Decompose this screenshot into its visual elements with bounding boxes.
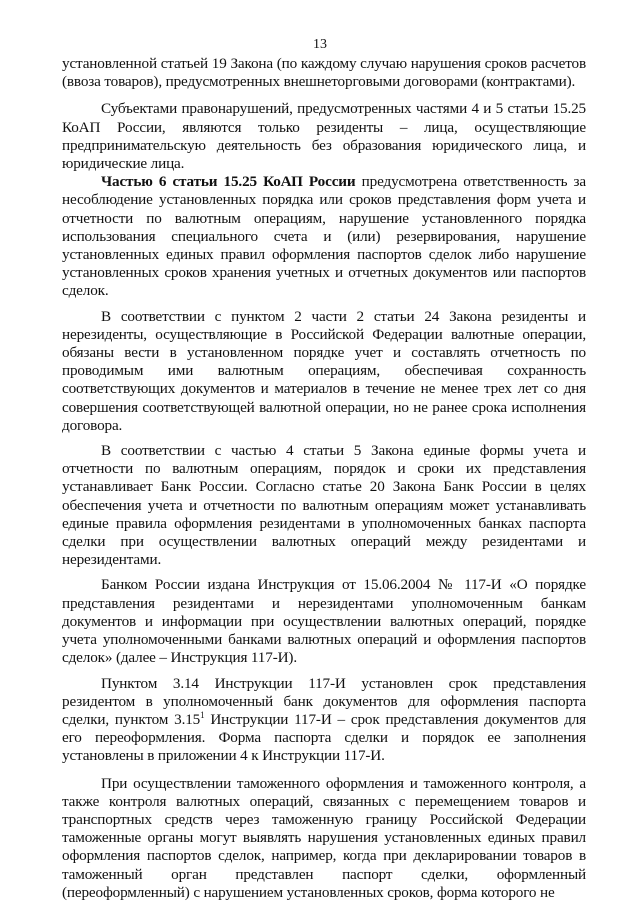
page-body (62, 55, 586, 902)
paragraph-article-24: В соответствии с пунктом 2 части 2 статьи 24 Закона резиденты и нерезиденты, осуществляющие в Российской Федерации валютные операции, обязаны вести в установленном порядке учет и составлять отчетность по проводимым ими валютным операциям, обеспечивая сохранность соответствующих документов и материалов в течение не менее трех лет со дня совершения соответствующей валютной операции, но не ранее срока исполнения договора. (62, 307, 586, 434)
paragraph-part-6 (62, 173, 586, 300)
paragraph-continuation: установленной статьей 19 Закона (по каждому случаю нарушения сроков расчетов (ввоза товаров), предусмотренных внешнеторговыми договорами (контрактами). (62, 55, 586, 91)
clause-text-b: Инструкции 117-И – срок представления документов для его переоформления. Форма паспорта сделки и порядок ее заполнения установлены в приложении 4 к Инструкции 117-И. (62, 710, 586, 765)
paragraph-clause-3-14 (62, 675, 586, 766)
part-6-heading: Частью 6 статьи 15.25 КоАП России (101, 173, 356, 191)
footnote-superscript: 1 (200, 709, 205, 720)
paragraph-subjects: Субъектами правонарушений, предусмотренных частями 4 и 5 статьи 15.25 КоАП России, являются только резиденты – лица, осуществляющие предпринимательскую деятельность без образования юридического лица, и юридические лица. (62, 100, 586, 173)
page-number: 13 (313, 37, 327, 52)
part-6-text: предусмотрена ответственность за несоблюдение установленных порядка или сроков представления форм учета и отчетности по валютным операциям, нарушение установленного порядка использования специального счета и (или) резервирования, нарушение установленных единых правил оформления паспортов сделок либо нарушение установленных сроков хранения учетных и отчетных документов или паспортов сделок. (62, 173, 587, 300)
paragraph-customs: При осуществлении таможенного оформления и таможенного контроля, а также контроля валютных операций, связанных с перемещением товаров и транспортных средств через таможенную границу Российской Федерации таможенные органы могут выявлять нарушения установленных единых правил оформления паспортов сделок, например, когда при декларировании товаров в таможенный орган представлен паспорт сделки, оформленный (переоформленный) с нарушением установленных сроков, форма которого не (62, 774, 586, 901)
paragraph-article-5: В соответствии с частью 4 статьи 5 Закона единые формы учета и отчетности по валютным операциям, порядок и сроки их представления устанавливает Банк России. Согласно статье 20 Закона Банк России в целях обеспечения учета и отчетности по валютным операциям может устанавливать единые правила оформления резидентами в уполномоченных банках паспорта сделки при осуществлении валютных операций между резидентами и нерезидентами. (62, 442, 586, 569)
paragraph-instruction-117: Банком России издана Инструкция от 15.06.2004 № 117-И «О порядке представления резидентами и нерезидентами уполномоченным банкам документов и информации при осуществлении валютных операций, порядке учета уполномоченными банками валютных операций и оформления паспортов сделок» (далее – Инструкция 117-И). (62, 576, 586, 667)
clause-text-a: Пунктом 3.14 Инструкции 117-И установлен срок представления резидентом в уполномоченный банк документов для оформления паспорта сделки, пунктом 3.15 (62, 674, 586, 728)
